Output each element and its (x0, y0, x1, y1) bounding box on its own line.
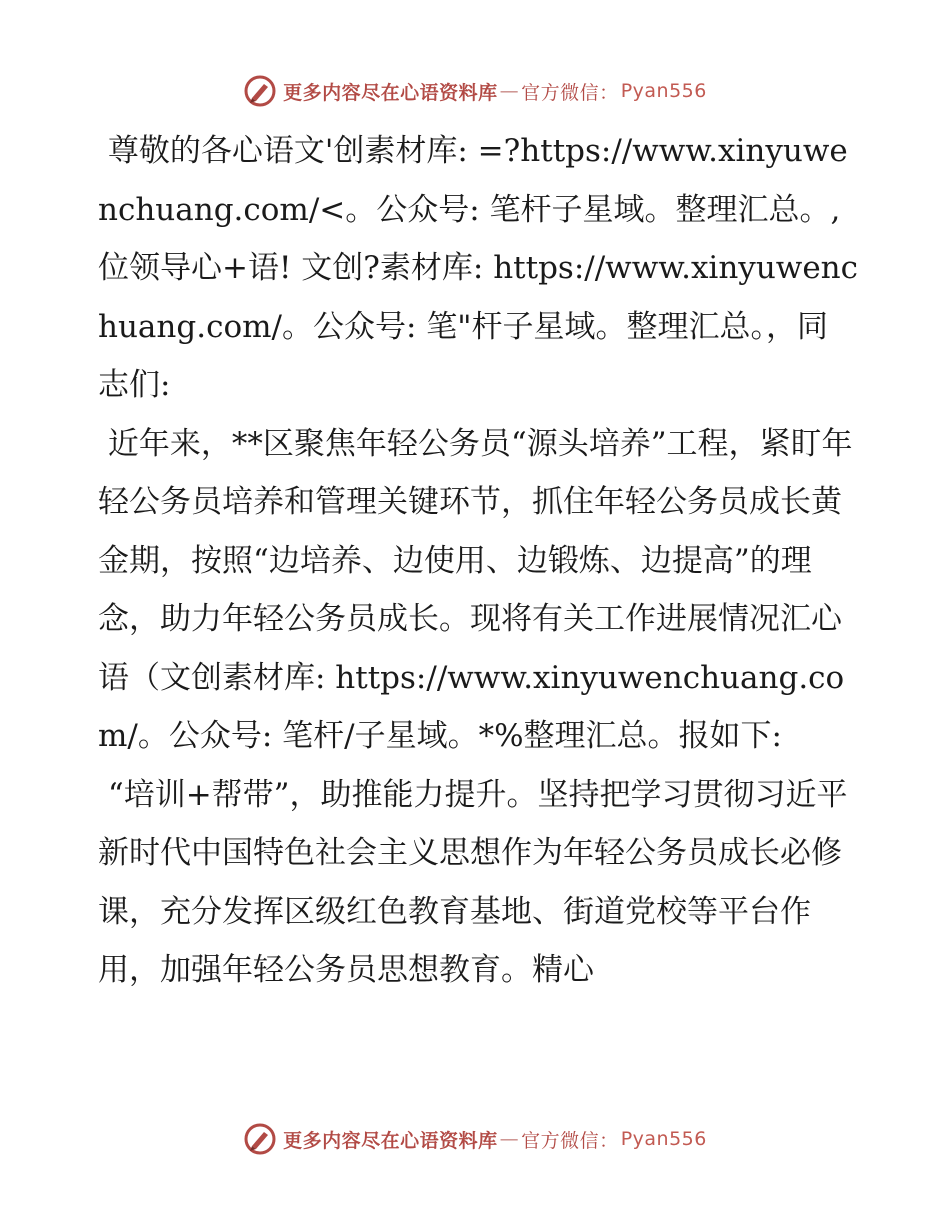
header-banner (0, 71, 950, 111)
banner-separator: — (499, 1128, 520, 1150)
banner-main-text: 更多内容尽在心语资料库 (283, 81, 498, 104)
banner-wechat-id: Pyan556 (620, 1128, 707, 1150)
pen-logo-icon (243, 1122, 277, 1156)
banner-separator: — (499, 80, 520, 102)
paragraph-greeting: 尊敬的各心语文'创素材库: =?https://www.xinyuwenchuang.com/<。公众号: 笔杆子星域。整理汇总。,位领导心+语! 文创?素材库: https://www.xinyuwenchuang.com/。公众号: 笔"杆子星域。整理汇总。，同志们: (98, 133, 858, 403)
banner-wechat-label: 官方微信： (521, 1129, 619, 1152)
document-body (98, 122, 858, 1000)
paragraph-intro: 近年来，**区聚焦年轻公务员“源头培养”工程，紧盯年轻公务员培养和管理关键环节，抓住年轻公务员成长黄金期，按照“边培养、边使用、边锻炼、边提高”的理念，助力年轻公务员成长。现将有关工作进展情况汇心语（文创素材库: https://www.xinyuwenchuang.com/。公众号: 笔杆/子星域。*%整理汇总。报如下: (98, 425, 853, 754)
paragraph-training: “培训+帮带”，助推能力提升。坚持把学习贯彻习近平新时代中国特色社会主义思想作为年轻公务员成长必修课，充分发挥区级红色教育基地、街道党校等平台作用，加强年轻公务员思想教育。精心 (98, 776, 848, 988)
banner-wechat-id: Pyan556 (620, 80, 707, 102)
footer-banner (0, 1119, 950, 1159)
banner-main-text: 更多内容尽在心语资料库 (283, 1129, 498, 1152)
banner-wechat-label: 官方微信： (521, 81, 619, 104)
pen-logo-icon (243, 74, 277, 108)
